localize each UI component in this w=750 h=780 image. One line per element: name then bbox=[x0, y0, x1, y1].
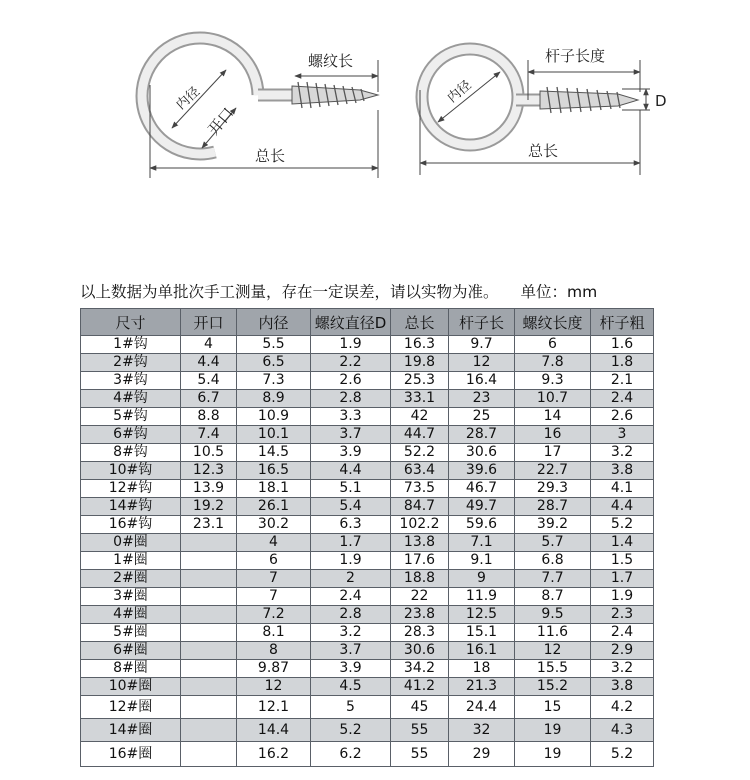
table-cell: 2.8 bbox=[311, 390, 391, 408]
table-cell: 7.1 bbox=[449, 534, 515, 552]
table-cell: 6.7 bbox=[181, 390, 237, 408]
table-cell: 22 bbox=[391, 588, 449, 606]
table-cell: 12.5 bbox=[449, 606, 515, 624]
table-row bbox=[81, 742, 654, 767]
table-cell: 16.3 bbox=[391, 336, 449, 354]
table-cell: 4.4 bbox=[181, 354, 237, 372]
table-cell: 3.7 bbox=[311, 642, 391, 660]
table-cell: 55 bbox=[391, 742, 449, 767]
header-thread-length: 螺纹长度 bbox=[515, 309, 591, 336]
table-cell: 6#圈 bbox=[81, 642, 181, 660]
table-cell: 5#圈 bbox=[81, 624, 181, 642]
table-cell: 8.8 bbox=[181, 408, 237, 426]
table-cell: 39.6 bbox=[449, 462, 515, 480]
table-cell: 15.1 bbox=[449, 624, 515, 642]
table-cell: 34.2 bbox=[391, 660, 449, 678]
table-cell: 19 bbox=[515, 742, 591, 767]
table-cell: 4.1 bbox=[591, 480, 654, 498]
table-cell: 14#钩 bbox=[81, 498, 181, 516]
table-cell: 10.7 bbox=[515, 390, 591, 408]
table-cell: 2.9 bbox=[591, 642, 654, 660]
table-cell: 1#圈 bbox=[81, 552, 181, 570]
table-cell: 5.4 bbox=[311, 498, 391, 516]
table-cell: 1.9 bbox=[311, 552, 391, 570]
table-cell: 49.7 bbox=[449, 498, 515, 516]
table-cell: 6.2 bbox=[311, 742, 391, 767]
table-cell: 5#钩 bbox=[81, 408, 181, 426]
table-cell: 8#圈 bbox=[81, 660, 181, 678]
table-cell: 3.7 bbox=[311, 426, 391, 444]
table-cell: 2.2 bbox=[311, 354, 391, 372]
table-cell: 9.7 bbox=[449, 336, 515, 354]
table-cell: 11.6 bbox=[515, 624, 591, 642]
table-cell bbox=[181, 678, 237, 696]
table-cell: 3.2 bbox=[311, 624, 391, 642]
table-cell: 4.2 bbox=[591, 696, 654, 719]
table-row bbox=[81, 588, 654, 606]
table-cell: 3#圈 bbox=[81, 588, 181, 606]
table-cell: 5 bbox=[311, 696, 391, 719]
table-cell: 7.2 bbox=[237, 606, 311, 624]
table-cell: 2.6 bbox=[311, 372, 391, 390]
table-cell: 18 bbox=[449, 660, 515, 678]
table-cell: 19.8 bbox=[391, 354, 449, 372]
table-cell: 11.9 bbox=[449, 588, 515, 606]
table-cell: 33.1 bbox=[391, 390, 449, 408]
table-cell: 12.1 bbox=[237, 696, 311, 719]
screw-hook-diagram bbox=[0, 0, 750, 260]
table-cell: 12 bbox=[449, 354, 515, 372]
table-row bbox=[81, 336, 654, 354]
size-table bbox=[80, 308, 654, 767]
opening-label: 开口 bbox=[204, 104, 238, 139]
table-row bbox=[81, 678, 654, 696]
header-rod-length: 杆子长 bbox=[449, 309, 515, 336]
table-cell: 9 bbox=[449, 570, 515, 588]
table-cell: 28.7 bbox=[449, 426, 515, 444]
table-row bbox=[81, 426, 654, 444]
table-cell: 14 bbox=[515, 408, 591, 426]
table-cell: 9.5 bbox=[515, 606, 591, 624]
header-size: 尺寸 bbox=[81, 309, 181, 336]
table-cell: 16 bbox=[515, 426, 591, 444]
table-cell: 12#钩 bbox=[81, 480, 181, 498]
table-cell: 73.5 bbox=[391, 480, 449, 498]
table-cell: 17.6 bbox=[391, 552, 449, 570]
table-cell: 10.9 bbox=[237, 408, 311, 426]
table-cell: 3.8 bbox=[591, 462, 654, 480]
table-cell: 5.7 bbox=[515, 534, 591, 552]
disclaimer-text: 以上数据为单批次手工测量，存在一定误差，请以实物为准。 bbox=[80, 283, 499, 301]
table-cell: 1.7 bbox=[311, 534, 391, 552]
table-cell: 63.4 bbox=[391, 462, 449, 480]
table-cell: 10.5 bbox=[181, 444, 237, 462]
table-cell: 3.2 bbox=[591, 444, 654, 462]
table-cell: 7 bbox=[237, 570, 311, 588]
table-cell: 8 bbox=[237, 642, 311, 660]
table-cell: 6.8 bbox=[515, 552, 591, 570]
table-header-row bbox=[81, 309, 654, 336]
table-cell: 6#钩 bbox=[81, 426, 181, 444]
table-cell: 7.7 bbox=[515, 570, 591, 588]
table-cell: 4 bbox=[181, 336, 237, 354]
inner-diameter-label: 内径 bbox=[444, 77, 475, 107]
table-cell: 2#钩 bbox=[81, 354, 181, 372]
table-cell: 4#圈 bbox=[81, 606, 181, 624]
table-cell: 2#圈 bbox=[81, 570, 181, 588]
table-cell: 15 bbox=[515, 696, 591, 719]
table-cell: 2.3 bbox=[591, 606, 654, 624]
table-cell: 28.7 bbox=[515, 498, 591, 516]
table-cell: 10#钩 bbox=[81, 462, 181, 480]
table-row bbox=[81, 516, 654, 534]
table-cell: 12.3 bbox=[181, 462, 237, 480]
table-cell: 6 bbox=[515, 336, 591, 354]
table-row bbox=[81, 534, 654, 552]
table-cell: 5.1 bbox=[311, 480, 391, 498]
header-inner-diameter: 内径 bbox=[237, 309, 311, 336]
table-cell: 6 bbox=[237, 552, 311, 570]
table-cell: 29 bbox=[449, 742, 515, 767]
table-row bbox=[81, 462, 654, 480]
table-cell: 5.2 bbox=[591, 742, 654, 767]
table-cell: 4#钩 bbox=[81, 390, 181, 408]
table-cell: 3 bbox=[591, 426, 654, 444]
table-cell: 30.2 bbox=[237, 516, 311, 534]
table-cell: 7.8 bbox=[515, 354, 591, 372]
table-cell: 2 bbox=[311, 570, 391, 588]
table-cell bbox=[181, 624, 237, 642]
table-cell: 19.2 bbox=[181, 498, 237, 516]
table-row bbox=[81, 408, 654, 426]
table-cell bbox=[181, 719, 237, 742]
table-cell: 5.2 bbox=[591, 516, 654, 534]
total-length-label: 总长 bbox=[528, 142, 559, 160]
table-cell bbox=[181, 742, 237, 767]
table-cell: 2.4 bbox=[591, 390, 654, 408]
table-row bbox=[81, 444, 654, 462]
table-cell: 39.2 bbox=[515, 516, 591, 534]
table-row bbox=[81, 719, 654, 742]
table-cell bbox=[181, 534, 237, 552]
table-cell bbox=[181, 552, 237, 570]
table-cell: 8.1 bbox=[237, 624, 311, 642]
table-cell: 19 bbox=[515, 719, 591, 742]
table-cell: 3.9 bbox=[311, 660, 391, 678]
table-cell: 1.7 bbox=[591, 570, 654, 588]
table-cell: 1#钩 bbox=[81, 336, 181, 354]
table-row bbox=[81, 354, 654, 372]
table-row bbox=[81, 660, 654, 678]
table-cell: 45 bbox=[391, 696, 449, 719]
thread-length-label: 螺纹长 bbox=[308, 52, 354, 70]
table-cell: 2.4 bbox=[311, 588, 391, 606]
table-cell: 29.3 bbox=[515, 480, 591, 498]
table-cell: 4.3 bbox=[591, 719, 654, 742]
table-cell: 16#圈 bbox=[81, 742, 181, 767]
table-cell: 14.5 bbox=[237, 444, 311, 462]
table-cell: 30.6 bbox=[391, 642, 449, 660]
table-cell: 3.9 bbox=[311, 444, 391, 462]
total-length-label: 总长 bbox=[255, 147, 286, 165]
table-cell: 8.7 bbox=[515, 588, 591, 606]
table-cell: 7 bbox=[237, 588, 311, 606]
table-cell: 3#钩 bbox=[81, 372, 181, 390]
table-cell: 1.5 bbox=[591, 552, 654, 570]
table-cell: 15.2 bbox=[515, 678, 591, 696]
table-cell: 5.5 bbox=[237, 336, 311, 354]
table-cell: 26.1 bbox=[237, 498, 311, 516]
table-cell bbox=[181, 642, 237, 660]
table-cell: 44.7 bbox=[391, 426, 449, 444]
table-row bbox=[81, 480, 654, 498]
table-row bbox=[81, 624, 654, 642]
table-cell: 9.87 bbox=[237, 660, 311, 678]
table-cell: 5.4 bbox=[181, 372, 237, 390]
table-row bbox=[81, 372, 654, 390]
table-cell: 1.8 bbox=[591, 354, 654, 372]
table-row bbox=[81, 642, 654, 660]
header-total-length: 总长 bbox=[391, 309, 449, 336]
table-cell: 1.4 bbox=[591, 534, 654, 552]
table-cell: 13.9 bbox=[181, 480, 237, 498]
rod-length-label: 杆子长度 bbox=[545, 47, 606, 65]
table-cell bbox=[181, 588, 237, 606]
table-cell: 14.4 bbox=[237, 719, 311, 742]
table-cell bbox=[181, 696, 237, 719]
table-cell: 22.7 bbox=[515, 462, 591, 480]
table-cell: 52.2 bbox=[391, 444, 449, 462]
table-cell: 16.4 bbox=[449, 372, 515, 390]
table-cell bbox=[181, 660, 237, 678]
header-opening: 开口 bbox=[181, 309, 237, 336]
table-cell: 12#圈 bbox=[81, 696, 181, 719]
table-cell: 1.9 bbox=[311, 336, 391, 354]
table-cell: 2.8 bbox=[311, 606, 391, 624]
table-cell: 30.6 bbox=[449, 444, 515, 462]
table-cell: 18.1 bbox=[237, 480, 311, 498]
table-cell: 14#圈 bbox=[81, 719, 181, 742]
table-cell: 16.1 bbox=[449, 642, 515, 660]
table-cell: 12 bbox=[515, 642, 591, 660]
table-cell: 16#钩 bbox=[81, 516, 181, 534]
table-cell: 2.6 bbox=[591, 408, 654, 426]
table-cell: 16.2 bbox=[237, 742, 311, 767]
table-cell: 9.3 bbox=[515, 372, 591, 390]
table-cell: 23.8 bbox=[391, 606, 449, 624]
table-cell: 55 bbox=[391, 719, 449, 742]
table-cell: 10.1 bbox=[237, 426, 311, 444]
table-cell: 102.2 bbox=[391, 516, 449, 534]
table-cell: 15.5 bbox=[515, 660, 591, 678]
table-cell: 16.5 bbox=[237, 462, 311, 480]
table-cell: 8#钩 bbox=[81, 444, 181, 462]
table-cell: 23 bbox=[449, 390, 515, 408]
table-cell: 23.1 bbox=[181, 516, 237, 534]
table-cell: 9.1 bbox=[449, 552, 515, 570]
table-row bbox=[81, 570, 654, 588]
table-cell: 4 bbox=[237, 534, 311, 552]
table-cell: 1.9 bbox=[591, 588, 654, 606]
unit-label: 单位：mm bbox=[520, 283, 598, 301]
table-cell bbox=[181, 570, 237, 588]
inner-diameter-label: 内径 bbox=[173, 84, 204, 113]
table-cell: 3.3 bbox=[311, 408, 391, 426]
table-cell: 17 bbox=[515, 444, 591, 462]
table-cell: 3.2 bbox=[591, 660, 654, 678]
table-row bbox=[81, 606, 654, 624]
header-thread-diameter: 螺纹直径D bbox=[311, 309, 391, 336]
header-rod-thickness: 杆子粗 bbox=[591, 309, 654, 336]
table-cell: 18.8 bbox=[391, 570, 449, 588]
table-cell: 7.4 bbox=[181, 426, 237, 444]
table-cell: 10#圈 bbox=[81, 678, 181, 696]
table-cell: 25 bbox=[449, 408, 515, 426]
table-cell: 41.2 bbox=[391, 678, 449, 696]
table-row bbox=[81, 696, 654, 719]
table-cell: 7.3 bbox=[237, 372, 311, 390]
table-cell: 2.1 bbox=[591, 372, 654, 390]
diameter-label: D bbox=[655, 92, 667, 110]
measurement-note bbox=[80, 280, 597, 302]
table-cell: 6.3 bbox=[311, 516, 391, 534]
table-cell: 4.4 bbox=[591, 498, 654, 516]
table-cell: 84.7 bbox=[391, 498, 449, 516]
table-cell: 59.6 bbox=[449, 516, 515, 534]
table-cell: 32 bbox=[449, 719, 515, 742]
table-cell: 13.8 bbox=[391, 534, 449, 552]
table-cell bbox=[181, 606, 237, 624]
table-cell: 24.4 bbox=[449, 696, 515, 719]
table-row bbox=[81, 552, 654, 570]
table-cell: 5.2 bbox=[311, 719, 391, 742]
table-cell: 21.3 bbox=[449, 678, 515, 696]
table-row bbox=[81, 498, 654, 516]
table-cell: 46.7 bbox=[449, 480, 515, 498]
table-cell: 4.5 bbox=[311, 678, 391, 696]
table-cell: 0#圈 bbox=[81, 534, 181, 552]
table-cell: 12 bbox=[237, 678, 311, 696]
table-cell: 2.4 bbox=[591, 624, 654, 642]
table-cell: 28.3 bbox=[391, 624, 449, 642]
table-cell: 4.4 bbox=[311, 462, 391, 480]
table-cell: 8.9 bbox=[237, 390, 311, 408]
table-row bbox=[81, 390, 654, 408]
table-cell: 42 bbox=[391, 408, 449, 426]
table-cell: 25.3 bbox=[391, 372, 449, 390]
table-cell: 6.5 bbox=[237, 354, 311, 372]
table-cell: 3.8 bbox=[591, 678, 654, 696]
table-cell: 1.6 bbox=[591, 336, 654, 354]
